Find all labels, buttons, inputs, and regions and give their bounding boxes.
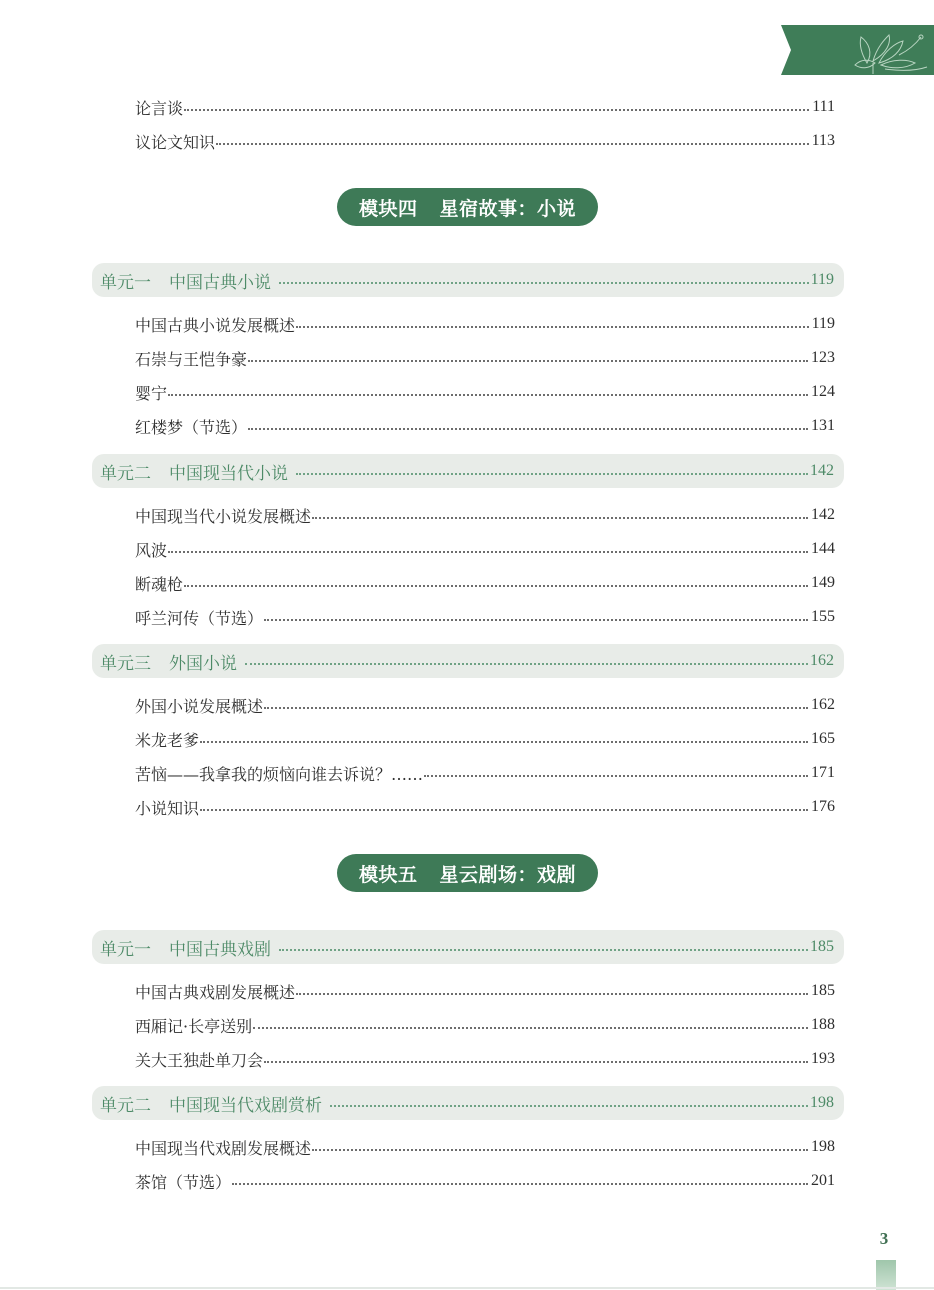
toc-entry[interactable]	[135, 725, 835, 753]
entry-page-number: 201	[811, 1172, 835, 1189]
module-number: 模块四	[358, 197, 418, 220]
entry-title: 关大王独赴单刀会	[135, 1050, 264, 1070]
dot-leader	[168, 551, 808, 553]
dot-leader	[248, 428, 808, 430]
toc-entry[interactable]	[135, 1011, 835, 1039]
unit-page-number: 198	[810, 1094, 834, 1111]
entry-title: 石崇与王恺争豪	[135, 349, 248, 369]
toc-entry[interactable]	[135, 93, 835, 121]
dot-leader	[279, 282, 809, 284]
entry-page-number: 123	[811, 349, 835, 366]
entry-title: 米龙老爹	[135, 730, 200, 750]
lotus-ribbon-icon	[781, 25, 934, 75]
module-heading	[337, 188, 598, 226]
entry-title: 中国古典小说发展概述	[135, 315, 296, 335]
unit-heading[interactable]	[92, 263, 844, 297]
unit-number: 单元三	[100, 653, 151, 674]
dot-leader	[200, 809, 808, 811]
entry-title: 苦恼——我拿我的烦恼向谁去诉说？……	[135, 764, 424, 784]
dot-leader	[424, 775, 808, 777]
entry-title: 呼兰河传（节选）	[135, 608, 264, 628]
unit-number: 单元二	[100, 463, 151, 484]
dot-leader	[330, 1105, 808, 1107]
toc-entry[interactable]	[135, 310, 835, 338]
module-heading	[337, 854, 598, 892]
entry-title: 断魂枪	[135, 574, 184, 594]
entry-page-number: 124	[811, 383, 835, 400]
toc-entry[interactable]	[135, 344, 835, 372]
toc-entry[interactable]	[135, 535, 835, 563]
module-number: 模块五	[358, 863, 418, 886]
entry-page-number: 111	[812, 98, 835, 115]
toc-entry[interactable]	[135, 1045, 835, 1073]
dot-leader	[248, 360, 808, 362]
dot-leader	[232, 1183, 808, 1185]
unit-title: 中国现当代小说	[169, 463, 288, 484]
module-title: 星宿故事：小说	[439, 197, 577, 220]
unit-title: 中国现当代戏剧赏析	[169, 1095, 322, 1116]
entry-page-number: 119	[811, 315, 835, 332]
toc-entry[interactable]	[135, 691, 835, 719]
module-title: 星云剧场：戏剧	[439, 863, 577, 886]
unit-number: 单元二	[100, 1095, 151, 1116]
toc-entry[interactable]	[135, 603, 835, 631]
toc-entry[interactable]	[135, 977, 835, 1005]
unit-title: 外国小说	[169, 653, 237, 674]
unit-heading[interactable]	[92, 1086, 844, 1120]
toc-entry[interactable]	[135, 569, 835, 597]
entry-title: 茶馆（节选）	[135, 1172, 232, 1192]
dot-leader	[184, 109, 809, 111]
toc-entry[interactable]	[135, 127, 835, 155]
toc-entry[interactable]	[135, 501, 835, 529]
entry-page-number: 188	[811, 1016, 835, 1033]
entry-title: 中国现当代戏剧发展概述	[135, 1138, 312, 1158]
dot-leader	[168, 394, 808, 396]
entry-page-number: 144	[811, 540, 835, 557]
entry-title: 婴宁	[135, 383, 168, 403]
entry-title: 议论文知识	[135, 132, 216, 152]
entry-page-number: 142	[811, 506, 835, 523]
dot-leader	[264, 619, 808, 621]
dot-leader	[296, 993, 808, 995]
unit-heading[interactable]	[92, 930, 844, 964]
toc-entry[interactable]	[135, 412, 835, 440]
toc-entry[interactable]	[135, 378, 835, 406]
entry-title: 外国小说发展概述	[135, 696, 264, 716]
dot-leader	[184, 585, 808, 587]
entry-title: 小说知识	[135, 798, 200, 818]
dot-leader	[200, 741, 808, 743]
entry-page-number: 162	[811, 696, 835, 713]
entry-title: 红楼梦（节选）	[135, 417, 248, 437]
unit-page-number: 162	[810, 652, 834, 669]
toc-entry[interactable]	[135, 793, 835, 821]
footer-tab	[876, 1260, 896, 1290]
unit-heading[interactable]	[92, 644, 844, 678]
dot-leader	[312, 1149, 808, 1151]
entry-title: 论言谈	[135, 98, 184, 118]
dot-leader	[253, 1027, 808, 1029]
footer-rule	[0, 1287, 934, 1289]
dot-leader	[264, 1061, 808, 1063]
unit-number: 单元一	[100, 272, 151, 293]
dot-leader	[312, 517, 808, 519]
dot-leader	[296, 473, 808, 475]
toc-entry[interactable]	[135, 1133, 835, 1161]
entry-page-number: 113	[811, 132, 835, 149]
toc-entry[interactable]	[135, 1167, 835, 1195]
unit-number: 单元一	[100, 939, 151, 960]
entry-page-number: 171	[811, 764, 835, 781]
dot-leader	[264, 707, 808, 709]
entry-page-number: 198	[811, 1138, 835, 1155]
dot-leader	[245, 663, 808, 665]
unit-page-number: 119	[810, 271, 834, 288]
unit-heading[interactable]	[92, 454, 844, 488]
dot-leader	[296, 326, 809, 328]
dot-leader	[279, 949, 808, 951]
unit-title: 中国古典戏剧	[169, 939, 271, 960]
toc-entry[interactable]	[135, 759, 835, 787]
entry-page-number: 185	[811, 982, 835, 999]
entry-page-number: 176	[811, 798, 835, 815]
entry-page-number: 131	[811, 417, 835, 434]
entry-page-number: 193	[811, 1050, 835, 1067]
entry-page-number: 155	[811, 608, 835, 625]
entry-page-number: 149	[811, 574, 835, 591]
entry-title: 中国现当代小说发展概述	[135, 506, 312, 526]
unit-page-number: 185	[810, 938, 834, 955]
unit-page-number: 142	[810, 462, 834, 479]
page-number: 3	[879, 1229, 889, 1248]
unit-title: 中国古典小说	[169, 272, 271, 293]
entry-title: 中国古典戏剧发展概述	[135, 982, 296, 1002]
entry-page-number: 165	[811, 730, 835, 747]
dot-leader	[216, 143, 809, 145]
entry-title: 西厢记·长亭送别	[135, 1016, 253, 1036]
entry-title: 风波	[135, 540, 168, 560]
